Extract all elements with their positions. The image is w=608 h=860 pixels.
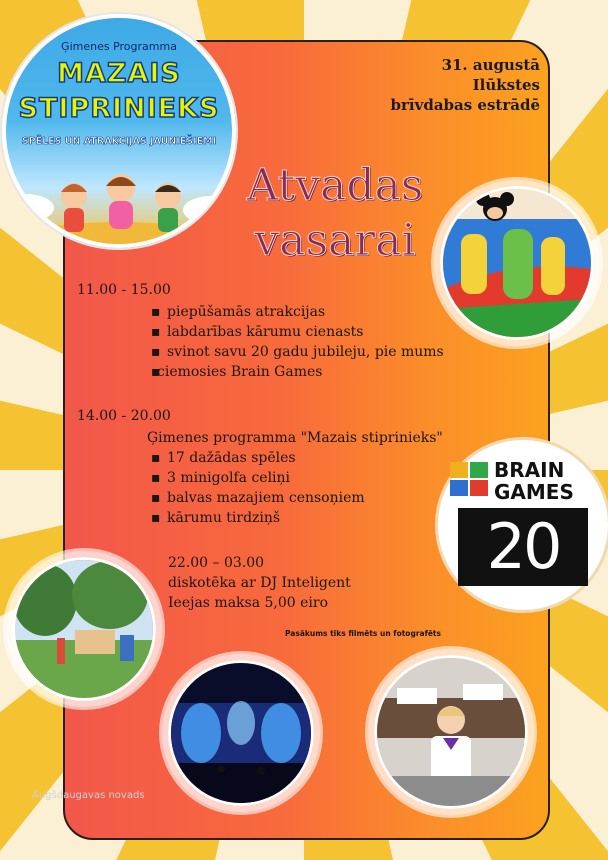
list-item: ▪ kārumu tirdziņš (151, 508, 443, 528)
schedule-block-1 (77, 282, 444, 382)
list-item-continued-text: ciemosies Brain Games (157, 364, 323, 380)
headline-line2: vasarai (254, 215, 416, 266)
bouncy-castle-photo (440, 186, 594, 340)
entry-fee: Ieejas maksa 5,00 eiro (168, 595, 329, 611)
vendor-photo (374, 655, 528, 809)
logo-title-line1: MAZAIS (57, 58, 181, 89)
logo-subtitle: Ģimenes Programma (61, 40, 177, 53)
family-program-title: Ģimenes programma "Mazais stiprinieks" (147, 430, 443, 446)
cartoon-kids-illustration (6, 168, 232, 248)
outdoor-park-photo (12, 557, 156, 701)
logo-title-line2: STIPRINIEKS (18, 93, 220, 124)
list-item: ▪ svinot savu 20 gadu jubileju, pie mums (151, 342, 444, 362)
brain-games-logo (438, 440, 608, 610)
list-item: ▪ piepūšamās atrakcijas (151, 302, 444, 322)
schedule-time-2: 14.00 - 20.00 (77, 408, 171, 424)
games-word: GAMES (494, 480, 574, 504)
event-venue (340, 55, 540, 115)
municipality-logo-text: Augšdaugavas novads (32, 790, 145, 801)
disco-lights-photo (168, 660, 314, 806)
list-item: ▪ 17 dažādas spēles (151, 448, 443, 468)
disco-time: 22.00 – 03.00 (168, 555, 265, 571)
disco-block (168, 553, 351, 613)
anniversary-number: 20 (458, 508, 588, 586)
event-town: Ilūkstes (472, 76, 540, 94)
schedule-time-1: 11.00 - 15.00 (77, 282, 171, 298)
logo-tagline: SPĒLES UN ATRAKCIJAS JAUNIEŠIEMI (21, 136, 217, 147)
mazais-stiprinieks-logo (2, 14, 236, 248)
disco-description: diskotēka ar DJ Inteligent (168, 575, 351, 591)
schedule-block-2 (77, 408, 443, 528)
municipality-logo (32, 790, 145, 801)
list-item: ▪ balvas mazajiem censoņiem (151, 488, 443, 508)
headline-line1: Atvadas (246, 160, 424, 211)
filming-note: Pasākums tiks filmēts un fotografēts (285, 629, 441, 638)
schedule-list-1 (151, 302, 444, 382)
event-date: 31. augustā (441, 56, 540, 74)
schedule-list-2 (151, 448, 443, 528)
event-place: brīvdabas estrādē (390, 96, 540, 114)
headline (205, 158, 465, 268)
brain-word: BRAIN (494, 458, 565, 482)
list-item: ▪ 3 minigolfa celiņi (151, 468, 443, 488)
list-item: ▪ labdarības kārumu cienasts (151, 322, 444, 342)
puzzle-icon (450, 462, 490, 498)
list-item-continued (151, 362, 444, 382)
